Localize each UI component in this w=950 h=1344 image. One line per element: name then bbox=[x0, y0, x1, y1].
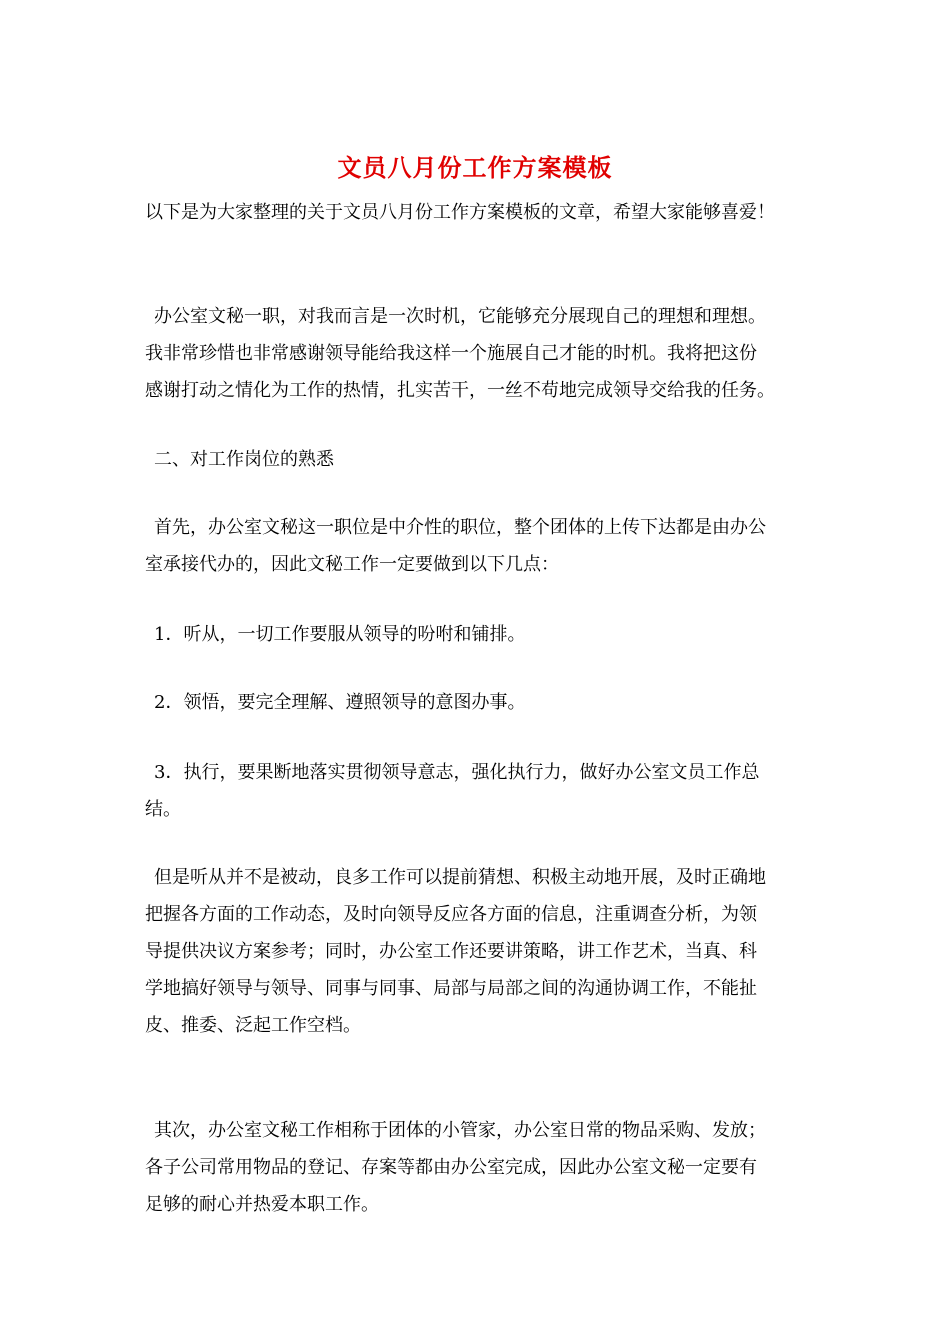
list-item-2 bbox=[145, 684, 810, 721]
paragraph-3-line-4: 学地搞好领导与领导、同事与同事、局部与局部之间的沟通协调工作，不能扯 bbox=[145, 978, 757, 999]
list-item-3-line-2: 结。 bbox=[145, 799, 181, 820]
list-item-2-text: 2．领悟，要完全理解、遵照领导的意图办事。 bbox=[154, 692, 526, 713]
paragraph-1-line-2: 我非常珍惜也非常感谢领导能给我这样一个施展自己才能的时机。我将把这份 bbox=[145, 343, 757, 364]
paragraph-2-line-2: 室承接代办的，因此文秘工作一定要做到以下几点： bbox=[145, 554, 559, 575]
paragraph-4 bbox=[145, 1112, 810, 1223]
paragraph-1-line-3: 感谢打动之情化为工作的热情，扎实苦干，一丝不苟地完成领导交给我的任务。 bbox=[145, 380, 775, 401]
intro-text: 以下是为大家整理的关于文员八月份工作方案模板的文章，希望大家能够喜爱！ bbox=[145, 202, 775, 223]
paragraph-3-line-5: 皮、推委、泛起工作空档。 bbox=[145, 1015, 361, 1036]
list-item-1-text: 1．听从，一切工作要服从领导的吩咐和铺排。 bbox=[154, 624, 526, 645]
paragraph-1 bbox=[145, 298, 810, 409]
paragraph-1-line-1: 办公室文秘一职，对我而言是一次时机，它能够充分展现自己的理想和理想。 bbox=[154, 306, 766, 327]
paragraph-3-line-2: 把握各方面的工作动态，及时向领导反应各方面的信息，注重调查分析，为领 bbox=[145, 904, 757, 925]
paragraph-4-line-2: 各子公司常用物品的登记、存案等都由办公室完成，因此办公室文秘一定要有 bbox=[145, 1157, 757, 1178]
list-item-3-line-1: 3．执行，要果断地落实贯彻领导意志，强化执行力，做好办公室文员工作总 bbox=[154, 762, 760, 783]
paragraph-3-line-3: 导提供决议方案参考；同时，办公室工作还要讲策略，讲工作艺术，当真、科 bbox=[145, 941, 757, 962]
paragraph-4-line-3: 足够的耐心并热爱本职工作。 bbox=[145, 1194, 379, 1215]
paragraph-2-line-1: 首先，办公室文秘这一职位是中介性的职位，整个团体的上传下达都是由办公 bbox=[154, 517, 766, 538]
section-heading-2-text: 二、对工作岗位的熟悉 bbox=[154, 449, 334, 470]
paragraph-3 bbox=[145, 859, 810, 1044]
list-item-1 bbox=[145, 616, 810, 653]
paragraph-2 bbox=[145, 509, 810, 583]
paragraph-4-line-1: 其次，办公室文秘工作相称于团体的小管家，办公室日常的物品采购、发放； bbox=[154, 1120, 766, 1141]
document-title: 文员八月份工作方案模板 bbox=[337, 153, 613, 182]
section-heading-2 bbox=[145, 441, 810, 478]
paragraph-3-line-1: 但是听从并不是被动，良多工作可以提前猜想、积极主动地开展，及时正确地 bbox=[154, 867, 766, 888]
list-item-3 bbox=[145, 754, 810, 828]
